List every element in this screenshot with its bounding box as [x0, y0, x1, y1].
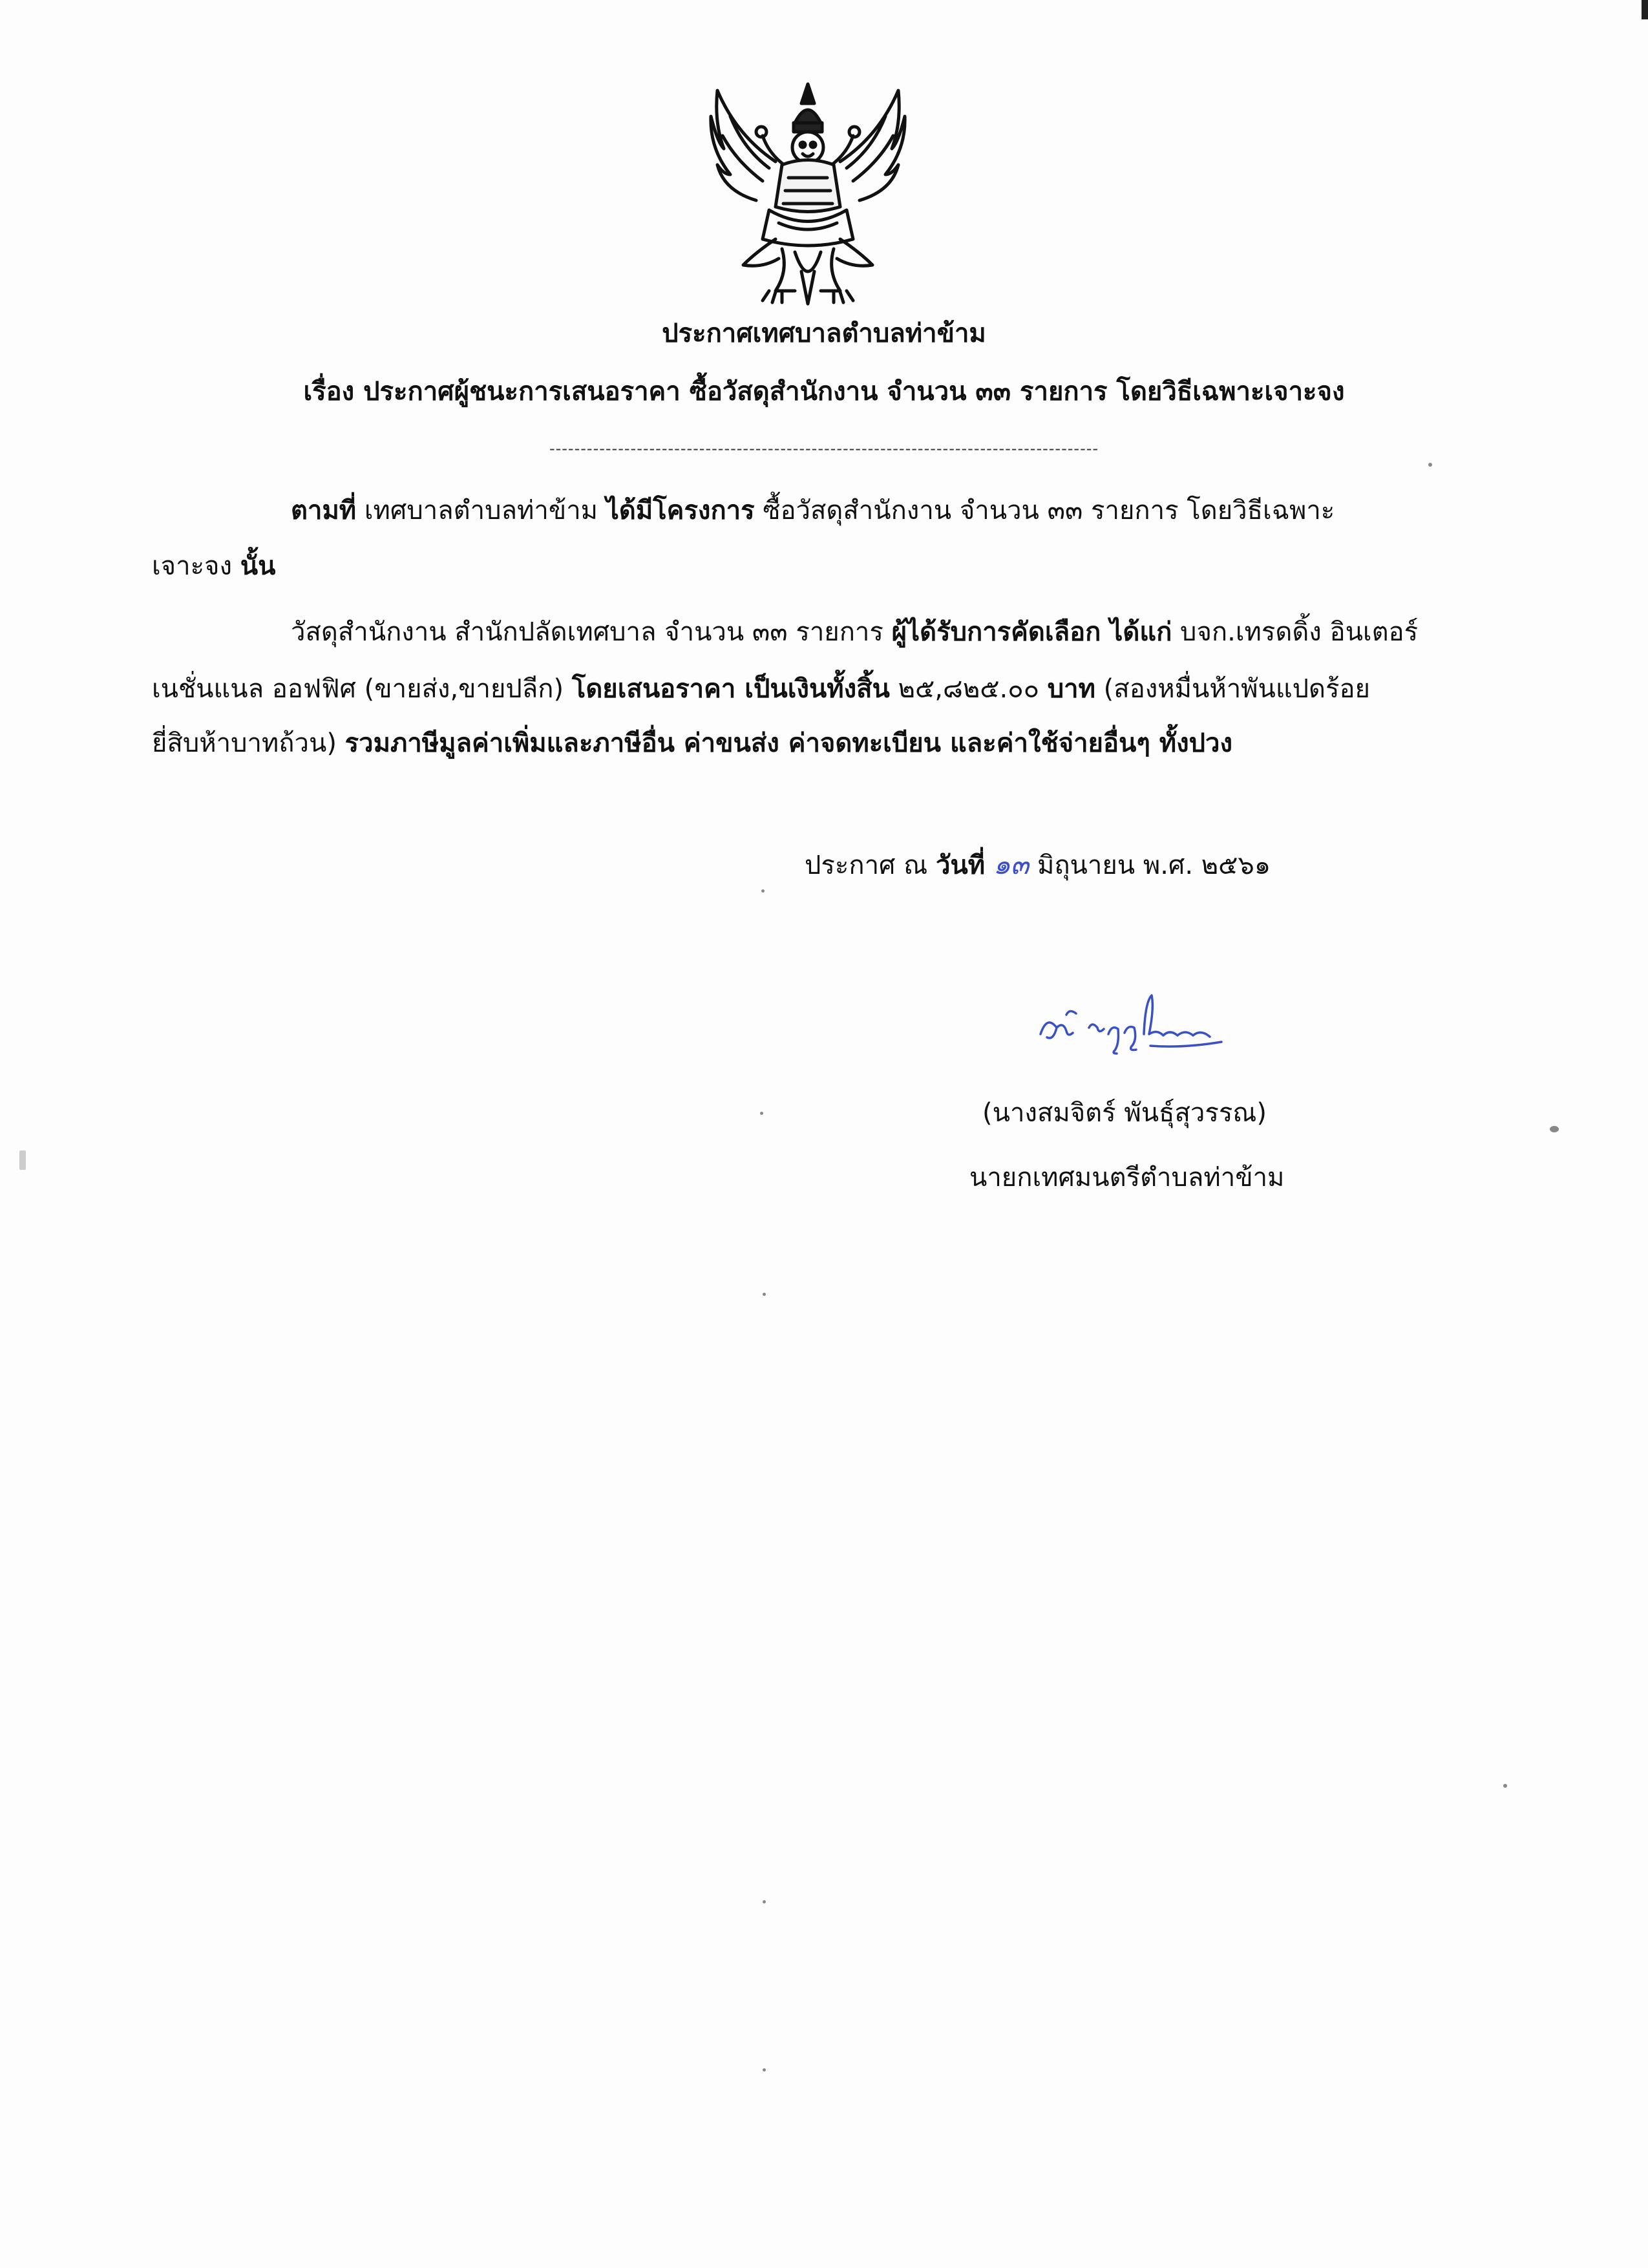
text-bold: ผู้ได้รับการคัดเลือก ได้แก่	[891, 617, 1172, 647]
price-amount: ๒๕,๘๒๕.๐๐	[889, 674, 1048, 704]
text-run: เจาะจง	[152, 551, 240, 581]
announcement-subject: เรื่อง ประกาศผู้ชนะการเสนอราคา ซื้อวัสดุสำนักงาน จำนวน ๓๓ รายการ โดยวิธีเฉพาะเจาะจง	[303, 377, 1345, 407]
text-run: ยี่สิบห้าบาทถ้วน)	[152, 728, 345, 758]
text-run: ซื้อวัสดุสำนักงาน จำนวน ๓๓ รายการ โดยวิธีเฉพาะ	[754, 496, 1335, 525]
date-day-handwritten: ๑๓	[993, 849, 1030, 880]
text-bold: ตามที่	[291, 496, 357, 525]
scan-edge-mark	[1642, 0, 1648, 19]
scan-speck	[1503, 1784, 1507, 1788]
scan-speck	[763, 2068, 766, 2072]
text-run: (สองหมื่นห้าพันแปดร้อย	[1095, 674, 1370, 704]
signer-name: (นางสมจิตร์ พันธุ์สุวรรณ)	[982, 1098, 1267, 1128]
paragraph-2-line-3	[152, 725, 1232, 761]
announcement-org-title: ประกาศเทศบาลตำบลท่าข้าม	[662, 319, 986, 348]
text-run: บจก.เทรดดิ้ง อินเตอร์	[1172, 617, 1419, 647]
text-bold: ได้มีโครงการ	[606, 496, 755, 525]
scan-speck	[760, 1112, 763, 1115]
date-day-label: วันที่	[935, 851, 986, 880]
text-run: เทศบาลตำบลท่าข้าม	[356, 496, 606, 525]
paragraph-1-line-1	[291, 493, 1335, 529]
signer-title: นายกเทศมนตรีตำบลท่าข้าม	[969, 1163, 1285, 1192]
dashed-divider: ----------------------------------------------------------------------------------------	[549, 440, 1099, 458]
paragraph-2-line-2	[152, 671, 1370, 707]
scan-speck	[763, 1293, 766, 1296]
scan-speck	[1550, 1126, 1559, 1132]
text-bold: บาท	[1047, 674, 1095, 704]
scan-speck	[761, 889, 765, 893]
text-run: วัสดุสำนักงาน สำนักปลัดเทศบาล จำนวน ๓๓ รายการ	[291, 617, 892, 647]
paragraph-2-line-1	[291, 614, 1418, 650]
paragraph-1-line-2	[152, 548, 275, 584]
text-run: เนชั่นแนล ออฟฟิศ (ขายส่ง,ขายปลีก)	[152, 674, 572, 704]
text-bold: นั้น	[240, 551, 276, 581]
announcement-date	[805, 847, 1271, 884]
scan-speck	[1428, 463, 1432, 467]
scan-speck	[763, 1900, 766, 1903]
text-bold: รวมภาษีมูลค่าเพิ่มและภาษีอื่น ค่าขนส่ง ค่าจดทะเบียน และค่าใช้จ่ายอื่นๆ ทั้งปวง	[344, 728, 1233, 758]
handwritten-signature-icon	[1028, 989, 1260, 1066]
garuda-emblem-icon	[698, 78, 918, 310]
date-month-year: มิถุนายน พ.ศ. ๒๕๖๑	[1037, 851, 1271, 880]
text-bold: โดยเสนอราคา เป็นเงินทั้งสิ้น	[571, 674, 890, 704]
scan-speck	[19, 1150, 26, 1170]
date-prefix: ประกาศ ณ	[805, 851, 936, 880]
